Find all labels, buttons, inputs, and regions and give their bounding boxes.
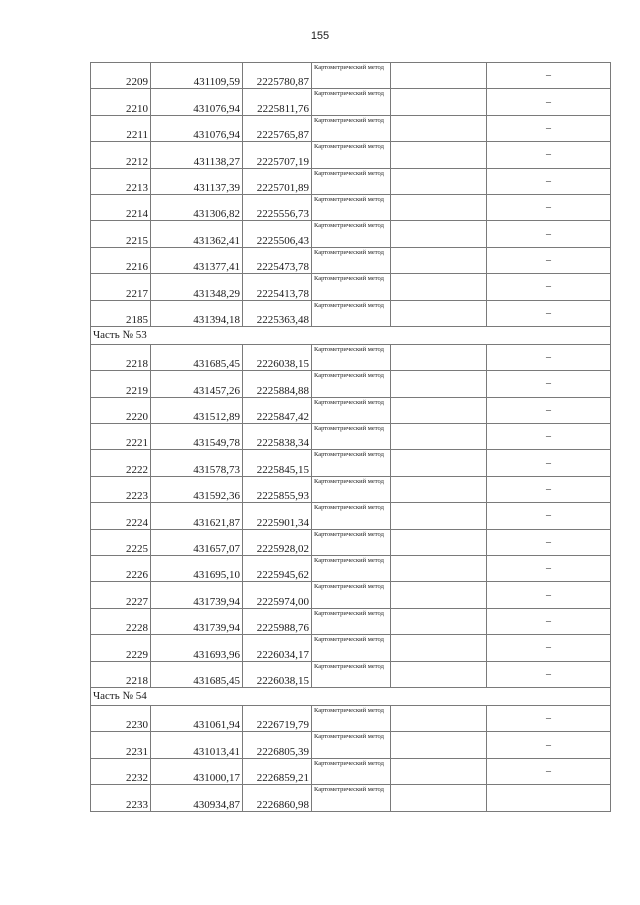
table-row [91, 115, 611, 141]
empty-cell [391, 758, 487, 784]
point-number-cell: 2212 [91, 142, 151, 168]
method-cell: Картометрический метод [312, 274, 391, 300]
point-number-cell: 2230 [91, 705, 151, 731]
method-cell: Картометрический метод [312, 785, 391, 811]
table-row [91, 424, 611, 450]
method-cell: Картометрический метод [312, 115, 391, 141]
note-cell: – [487, 705, 611, 731]
method-cell: Картометрический метод [312, 194, 391, 220]
note-cell: – [487, 300, 611, 326]
note-cell: – [487, 194, 611, 220]
table-row [91, 503, 611, 529]
x-coordinate-cell: 431076,94 [151, 115, 243, 141]
table-row [91, 142, 611, 168]
y-coordinate-cell: 2225901,34 [243, 503, 312, 529]
method-cell: Картометрический метод [312, 424, 391, 450]
note-cell: – [487, 142, 611, 168]
point-number-cell: 2209 [91, 63, 151, 89]
y-coordinate-cell: 2225884,88 [243, 371, 312, 397]
y-coordinate-cell: 2225363,48 [243, 300, 312, 326]
note-cell: – [487, 661, 611, 687]
empty-cell [391, 476, 487, 502]
method-cell: Картометрический метод [312, 142, 391, 168]
x-coordinate-cell: 431695,10 [151, 556, 243, 582]
note-cell: – [487, 582, 611, 608]
y-coordinate-cell: 2225974,00 [243, 582, 312, 608]
y-coordinate-cell: 2225847,42 [243, 397, 312, 423]
empty-cell [391, 274, 487, 300]
method-cell: Картометрический метод [312, 221, 391, 247]
y-coordinate-cell: 2225707,19 [243, 142, 312, 168]
part-header-row [91, 687, 611, 705]
point-number-cell: 2221 [91, 424, 151, 450]
y-coordinate-cell: 2226805,39 [243, 732, 312, 758]
y-coordinate-cell: 2225506,43 [243, 221, 312, 247]
page-number: 155 [310, 30, 330, 42]
point-number-cell: 2220 [91, 397, 151, 423]
empty-cell [391, 556, 487, 582]
point-number-cell: 2210 [91, 89, 151, 115]
note-cell: – [487, 89, 611, 115]
method-cell: Картометрический метод [312, 556, 391, 582]
empty-cell [391, 635, 487, 661]
method-cell: Картометрический метод [312, 635, 391, 661]
y-coordinate-cell: 2225765,87 [243, 115, 312, 141]
method-cell: Картометрический метод [312, 582, 391, 608]
empty-cell [391, 194, 487, 220]
x-coordinate-cell: 431137,39 [151, 168, 243, 194]
method-cell: Картометрический метод [312, 371, 391, 397]
empty-cell [391, 247, 487, 273]
point-number-cell: 2232 [91, 758, 151, 784]
note-cell: – [487, 635, 611, 661]
note-cell: – [487, 503, 611, 529]
table-row [91, 397, 611, 423]
part-title: Часть № 54 [91, 687, 611, 705]
point-number-cell: 2233 [91, 785, 151, 811]
y-coordinate-cell: 2226859,21 [243, 758, 312, 784]
note-cell: – [487, 608, 611, 634]
point-number-cell: 2227 [91, 582, 151, 608]
table-row [91, 247, 611, 273]
note-cell: – [487, 344, 611, 370]
x-coordinate-cell: 431657,07 [151, 529, 243, 555]
note-cell: – [487, 371, 611, 397]
x-coordinate-cell: 431739,94 [151, 608, 243, 634]
empty-cell [391, 397, 487, 423]
point-number-cell: 2222 [91, 450, 151, 476]
x-coordinate-cell: 430934,87 [151, 785, 243, 811]
point-number-cell: 2217 [91, 274, 151, 300]
y-coordinate-cell: 2225845,15 [243, 450, 312, 476]
note-cell: – [487, 476, 611, 502]
empty-cell [391, 115, 487, 141]
table-row [91, 476, 611, 502]
note-cell: – [487, 424, 611, 450]
note-cell: – [487, 274, 611, 300]
note-cell: – [487, 115, 611, 141]
coordinates-table-body [91, 63, 611, 812]
point-number-cell: 2228 [91, 608, 151, 634]
method-cell: Картометрический метод [312, 450, 391, 476]
x-coordinate-cell: 431549,78 [151, 424, 243, 450]
x-coordinate-cell: 431685,45 [151, 661, 243, 687]
point-number-cell: 2218 [91, 344, 151, 370]
x-coordinate-cell: 431348,29 [151, 274, 243, 300]
part-title: Часть № 53 [91, 326, 611, 344]
note-cell: – [487, 529, 611, 555]
note-cell [487, 785, 611, 811]
coordinates-table [90, 62, 611, 812]
method-cell: Картометрический метод [312, 63, 391, 89]
empty-cell [391, 424, 487, 450]
table-row [91, 194, 611, 220]
x-coordinate-cell: 431621,87 [151, 503, 243, 529]
y-coordinate-cell: 2225473,78 [243, 247, 312, 273]
table-row [91, 450, 611, 476]
table-row [91, 608, 611, 634]
x-coordinate-cell: 431739,94 [151, 582, 243, 608]
method-cell: Картометрический метод [312, 732, 391, 758]
point-number-cell: 2215 [91, 221, 151, 247]
y-coordinate-cell: 2225556,73 [243, 194, 312, 220]
point-number-cell: 2224 [91, 503, 151, 529]
y-coordinate-cell: 2226038,15 [243, 661, 312, 687]
note-cell: – [487, 758, 611, 784]
method-cell: Картометрический метод [312, 661, 391, 687]
method-cell: Картометрический метод [312, 705, 391, 731]
point-number-cell: 2213 [91, 168, 151, 194]
note-cell: – [487, 556, 611, 582]
table-row [91, 221, 611, 247]
point-number-cell: 2231 [91, 732, 151, 758]
y-coordinate-cell: 2226034,17 [243, 635, 312, 661]
y-coordinate-cell: 2225811,76 [243, 89, 312, 115]
point-number-cell: 2211 [91, 115, 151, 141]
x-coordinate-cell: 431000,17 [151, 758, 243, 784]
empty-cell [391, 89, 487, 115]
method-cell: Картометрический метод [312, 300, 391, 326]
table-row [91, 371, 611, 397]
empty-cell [391, 661, 487, 687]
y-coordinate-cell: 2225928,02 [243, 529, 312, 555]
method-cell: Картометрический метод [312, 503, 391, 529]
x-coordinate-cell: 431013,41 [151, 732, 243, 758]
empty-cell [391, 63, 487, 89]
note-cell: – [487, 732, 611, 758]
empty-cell [391, 705, 487, 731]
empty-cell [391, 371, 487, 397]
table-row [91, 344, 611, 370]
empty-cell [391, 529, 487, 555]
table-row [91, 274, 611, 300]
table-row [91, 635, 611, 661]
table-row [91, 732, 611, 758]
point-number-cell: 2216 [91, 247, 151, 273]
x-coordinate-cell: 431076,94 [151, 89, 243, 115]
table-row [91, 300, 611, 326]
empty-cell [391, 785, 487, 811]
x-coordinate-cell: 431061,94 [151, 705, 243, 731]
point-number-cell: 2218 [91, 661, 151, 687]
table-row [91, 661, 611, 687]
y-coordinate-cell: 2225988,76 [243, 608, 312, 634]
x-coordinate-cell: 431109,59 [151, 63, 243, 89]
method-cell: Картометрический метод [312, 397, 391, 423]
table-row [91, 556, 611, 582]
note-cell: – [487, 397, 611, 423]
table-row [91, 63, 611, 89]
empty-cell [391, 221, 487, 247]
method-cell: Картометрический метод [312, 168, 391, 194]
method-cell: Картометрический метод [312, 758, 391, 784]
y-coordinate-cell: 2226860,98 [243, 785, 312, 811]
point-number-cell: 2226 [91, 556, 151, 582]
table-row [91, 168, 611, 194]
point-number-cell: 2185 [91, 300, 151, 326]
x-coordinate-cell: 431592,36 [151, 476, 243, 502]
y-coordinate-cell: 2225838,34 [243, 424, 312, 450]
x-coordinate-cell: 431457,26 [151, 371, 243, 397]
empty-cell [391, 168, 487, 194]
y-coordinate-cell: 2225945,62 [243, 556, 312, 582]
method-cell: Картометрический метод [312, 476, 391, 502]
x-coordinate-cell: 431362,41 [151, 221, 243, 247]
method-cell: Картометрический метод [312, 89, 391, 115]
empty-cell [391, 608, 487, 634]
x-coordinate-cell: 431512,89 [151, 397, 243, 423]
part-header-row [91, 326, 611, 344]
note-cell: – [487, 63, 611, 89]
x-coordinate-cell: 431138,27 [151, 142, 243, 168]
table-row [91, 758, 611, 784]
point-number-cell: 2229 [91, 635, 151, 661]
table-row [91, 89, 611, 115]
empty-cell [391, 300, 487, 326]
x-coordinate-cell: 431685,45 [151, 344, 243, 370]
x-coordinate-cell: 431394,18 [151, 300, 243, 326]
empty-cell [391, 344, 487, 370]
note-cell: – [487, 450, 611, 476]
method-cell: Картометрический метод [312, 247, 391, 273]
x-coordinate-cell: 431578,73 [151, 450, 243, 476]
empty-cell [391, 503, 487, 529]
method-cell: Картометрический метод [312, 529, 391, 555]
empty-cell [391, 582, 487, 608]
x-coordinate-cell: 431693,96 [151, 635, 243, 661]
point-number-cell: 2214 [91, 194, 151, 220]
y-coordinate-cell: 2226719,79 [243, 705, 312, 731]
x-coordinate-cell: 431377,41 [151, 247, 243, 273]
y-coordinate-cell: 2225780,87 [243, 63, 312, 89]
note-cell: – [487, 247, 611, 273]
empty-cell [391, 142, 487, 168]
empty-cell [391, 450, 487, 476]
y-coordinate-cell: 2225413,78 [243, 274, 312, 300]
table-row [91, 785, 611, 811]
point-number-cell: 2223 [91, 476, 151, 502]
table-row [91, 582, 611, 608]
point-number-cell: 2225 [91, 529, 151, 555]
empty-cell [391, 732, 487, 758]
x-coordinate-cell: 431306,82 [151, 194, 243, 220]
table-row [91, 529, 611, 555]
point-number-cell: 2219 [91, 371, 151, 397]
method-cell: Картометрический метод [312, 608, 391, 634]
y-coordinate-cell: 2225855,93 [243, 476, 312, 502]
table-row [91, 705, 611, 731]
y-coordinate-cell: 2226038,15 [243, 344, 312, 370]
note-cell: – [487, 168, 611, 194]
method-cell: Картометрический метод [312, 344, 391, 370]
note-cell: – [487, 221, 611, 247]
y-coordinate-cell: 2225701,89 [243, 168, 312, 194]
